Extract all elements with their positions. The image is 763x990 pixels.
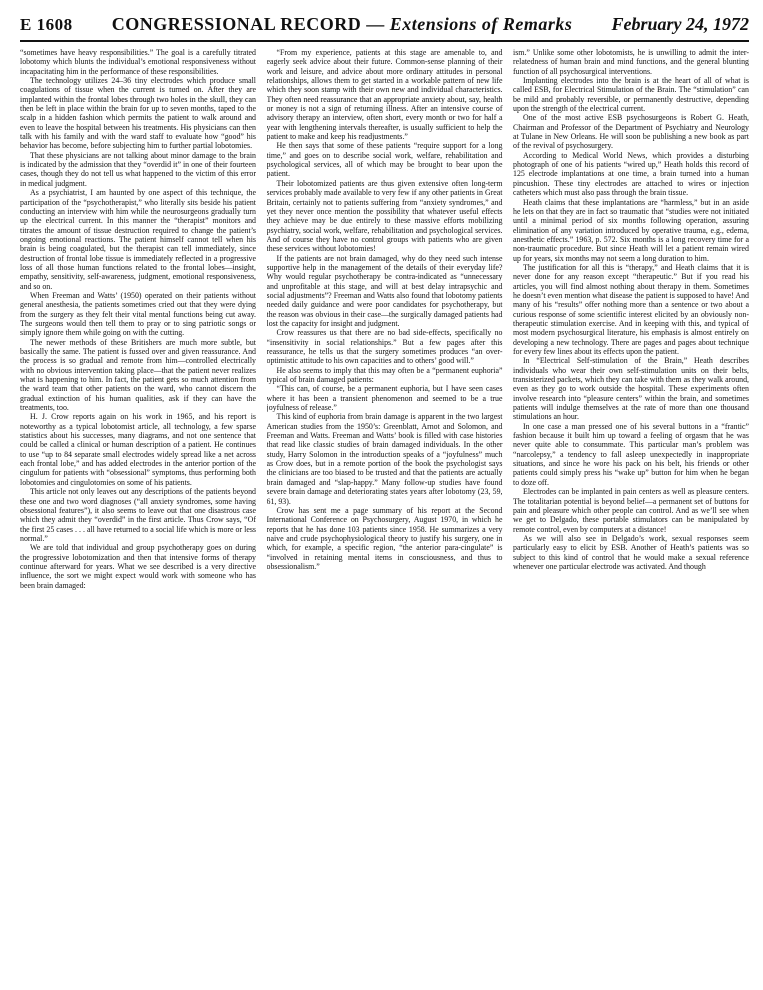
paragraph: He then says that some of these patients “require support for a long time,” and goes on to describe social work, welfare, rehabilitation and psychological services, all of which may be brought to bear upon the patient. bbox=[266, 141, 503, 179]
paragraph: One of the most active ESB psychosurgeons is Robert G. Heath, Chairman and Professor of the Department of Psychiatry and Neurology at Tulane in New Orleans. He will soon be publishing a new book as part of the revival of psychosurgery. bbox=[513, 113, 749, 151]
paragraph: Their lobotomized patients are thus given extensive often long-term services probably made available to very few if any other patients in Great Britain, certainly not to patients suffering from “anxiety syndromes,” and yet they never once mention the possibility that whatever useful effects they achieve may be due entirely to these massive efforts mobilizing psychiatry, social work, welfare, rehabilitation and psychological services. And of course they have no control groups with patients who are given these services without lobotomies! bbox=[266, 178, 503, 254]
paragraph: The technology utilizes 24–36 tiny electrodes which produce small coagulations of tissue when the current is turned on. After they are implanted within the frontal lobes through two holes in the skull, they can then be left in place within the brain for up to seven months, taped to the scalp in a hidden fashion which permits the patient to walk around and even to leave the hospital between his treatments. His physicians can then talk with his family and with the ward staff to evaluate how “good” his behavior has become, before subjecting him to further partial lobotomies. bbox=[20, 76, 256, 151]
paragraph: That these physicians are not talking about minor damage to the brain is indicated by the admission that they “overdid it” in one of their fourteen cases, though they do not tell us what happened to the victim of this error in medical judgment. bbox=[20, 150, 256, 188]
paragraph: In one case a man pressed one of his several buttons in a “frantic” fashion because it built him up toward a feeling of orgasm that he was never quite able to consummate. This particular man’s problem was “narcolepsy,” a tendency to fall asleep unexpectedly in inappropriate situations, and since he wore his pack on his belt, his friends or other patients could simply press his “wake up” button for him when he began to doze off. bbox=[513, 421, 749, 487]
paragraph: H. J. Crow reports again on his work in 1965, and his report is noteworthy as a typical lobotomist article, all technology, a few sparse statistics about his successes, many diagrams, and not one sentence that could be called a clinical or human description of a patient. He continues to use “up to 84 separate small electrodes widely spread like a net across each frontal lobe,” and has added electrodes in the anterior portion of the cingulum for patients with “obsessional” symptoms, thus performing both lobotomies and cingulotomies on some of his patients. bbox=[20, 412, 256, 487]
paragraph: As we will also see in Delgado’s work, sexual responses seem particularly easy to elicit by ESB. Another of Heath’s patients was so subject to this kind of control that he would make a sexual reference whenever one particular electrode was activated. And though bbox=[513, 533, 749, 571]
paragraph: Electrodes can be implanted in pain centers as well as pleasure centers. The totalitarian potential is beyond belief—a permanent set of buttons for pain and pleasure which other people can control. And as we’ll see when we get to Delgado, these portable stimulators can be manipulated by remote control, even by computers at a distance! bbox=[513, 487, 749, 534]
text-columns bbox=[20, 48, 749, 988]
paragraph: When Freeman and Watts’ (1950) operated on their patients without general anesthesia, the patients sometimes cried out that they were dying from the surgery as they felt their vital mental functions being cut away. The surgeons would then tell them to pray or to sing patriotic songs or simply ignore them while going on with the cutting. bbox=[20, 290, 256, 338]
paragraph: “From my experience, patients at this stage are amenable to, and eagerly seek advice about their future. Common-sense planning of their work and leisure, and advice about more ordinary attitudes in personal relationships, allows them to get started in a workable pattern of new life which they soon stamp with their own new and individual characteristics. They often need reassurance that an appropriate anxiety about, say, health or money is not a sign of returning illness. After an intensive course of advisory therapy an interview, often short, every month or two for half a year with lengthening intervals thereafter, is usually sufficient to help the patient to make and keep his readjustments.” bbox=[266, 48, 503, 142]
paragraph: In “Electrical Self-stimulation of the Brain,” Heath describes individuals who wear their own self-stimulation units on their belts, transisterized packets, which they can take with them as they walk around, even as they go to work outside the hospital. These experiments often involve research into “pleasure centers” within the brain, and sometimes patients will indulge themselves at the rate of more than one thousand stimulations an hour. bbox=[513, 356, 749, 422]
paragraph: “sometimes have heavy responsibilities.” The goal is a carefully titrated lobotomy which blunts the individual’s emotional responsiveness without incapacitating him in the performance of these responsibilities. bbox=[20, 48, 256, 76]
page-header bbox=[20, 14, 749, 42]
paragraph: He also seems to imply that this may often be a “permanent euphoria” typical of brain damaged patients: bbox=[266, 365, 503, 385]
paragraph: This kind of euphoria from brain damage is apparent in the two largest American studies from the 1950’s: Greenblatt, Arnot and Solomon, and Freeman and Watts. Freeman and Watts’ book is filled with case histories that read like classic studies of brain damaged individuals. In the other study, Harry Solomon in the introduction speaks of a “joyfulness” much as Crow does, but in a remote portion of the book the psychologist says the clinicians are too biased to be trusted and that the patients are actually brain damaged and “slap-happy.” Many follow-up studies have found severe brain damage and deteriorating states years after lobotomy (23, 59, 61, 93). bbox=[266, 412, 503, 506]
text-column-1 bbox=[20, 48, 256, 988]
paragraph: If the patients are not brain damaged, why do they need such intense supportive help in the management of the details of their everyday life? Why would regular psychotherapy be contra-indicated as “unnecessary and unprofitable at this stage, and will at best delay intrapsychic and social adjustments”? Freeman and Watts also found that lobotomy patients needed daily guidance and were poor candidates for psychotherapy, but the reason was obvious in their case—the surgically damaged patients had lost the capacity for insight and judgment. bbox=[266, 253, 503, 328]
text-column-3 bbox=[513, 48, 749, 988]
paragraph: Implanting electrodes into the brain is at the heart of all of what is called ESB, for Electrical Stimulation of the Brain. The “stimulation” can be mild and probably reversible, or permanently destructive, depending upon the strength of the electrical current. bbox=[513, 76, 749, 114]
paragraph: The newer methods of these Britishers are much more subtle, but basically the same. The patient is fussed over and given reassurance. And the process is so gradual and remote from him—controlled electrically with no obvious intervention taking place—that the patient never realizes what is happening to him. In fact, the patient gets so much attention from the ward team that other patients on the ward, who cannot discern the gradual extinction of his human qualities, ask if they can have the treatments, too. bbox=[20, 337, 256, 413]
paragraph: This article not only leaves out any descriptions of the patients beyond these one and two word diagnoses (“all anxiety syndromes, some having obsessional features”), it also seems to leave out that one disastrous case which they admit they “overdid” in the first article. Thus Crow says, “Of the first 25 cases . . . all have returned to a social life which is more or less normal.” bbox=[20, 487, 256, 543]
paragraph: We are told that individual and group psychotherapy goes on during the progressive lobotomization and then that intensive forms of therapy continue afterward for years. What we see described is a very directive influence, the sort we might expect would work with someone who has been brain damaged: bbox=[20, 543, 256, 590]
paragraph: The justification for all this is “therapy,” and Heath claims that it is never done for any reason except “therapeutic.” But if you read his articles, you will find almost nothing about therapy in them. Sometimes he doesn’t even mention what disease the patient is supposed to have! And many of his “results” offer nothing more than a sentence or two about a curious response of some scientific interest elicited by an obviously non-therapeutic stimulation exercise. And in keeping with this, and typical of most modern psychosurgical literature, his emphasis is almost entirely on developing a new technology. There are pages and pages about technique for every few lines about its effects upon the patient. bbox=[513, 262, 749, 356]
paragraph: As a psychiatrist, I am haunted by one aspect of this technique, the participation of the “psychotherapist,” who literally sits beside his patient conducting an interview with him while the neurosurgeons gradually turn up the electrical current. In this manner the “therapist” monitors and titrates the amount of tissue destruction required to change the patient’s ongoing emotional reactions. The patient himself cannot tell when his brain is being coagulated, but the therapist can tell immediately, since destruction of frontal lobe tissue is immediately reflected in a progressive loss of all those human functions related to the frontal lobes—insight, empathy, sensitivity, self-awareness, judgment, emotional responsiveness, and so on. bbox=[20, 188, 256, 291]
paragraph: Crow has sent me a page summary of his report at the Second International Conference on Psychosurgery, August 1970, in which he reports that he has done 103 patients since 1958. He summarizes a very naive and crude psychophysiological theory to justify his surgery, one in which, for example, a specific region, “the anterior para-cingulate” is “involved in retaining mental items in consciousness, and thus to obsessionalism.” bbox=[266, 505, 503, 571]
paragraph: Heath claims that these implantations are “harmless,” but in an aside he lets on that they are in fact so traumatic that “studies were not initiated until a minimal period of six months following operation, assuring elimination of any variation introduced by operative trauma, e.g., edema, anesthetic effects.” 1963, p. 572. Six months is a long recovery time for a non-traumatic procedure. But since Heath will let a patient remain wired up for years, six months may not seem a long duration to him. bbox=[513, 197, 749, 263]
publication-name: CONGRESSIONAL RECORD — bbox=[111, 14, 385, 34]
text-column-2 bbox=[267, 48, 503, 988]
paragraph: According to Medical World News, which provides a disturbing photograph of one of his patients “wired up,” Heath holds this record of 125 electrode implantations at one time, a brain turned into a human pincushion. These tiny electrodes are attached to wires or injection catheters which must also pass through the brain tissue. bbox=[513, 150, 749, 198]
issue-date: February 24, 1972 bbox=[611, 14, 749, 34]
page-number: E 1608 bbox=[20, 15, 73, 34]
running-title bbox=[112, 14, 573, 35]
paragraph: ism.” Unlike some other lobotomists, he is unwilling to admit the inter-relatedness of human brain and mind functions, and the general blunting function of all psychosurgical interventions. bbox=[513, 48, 749, 76]
paragraph: “This can, of course, be a permanent euphoria, but I have seen cases where it has been a transient phenomenon and seemed to be a true joyfulness of release.” bbox=[266, 384, 503, 413]
section-name: Extensions of Remarks bbox=[389, 14, 573, 34]
paragraph: Crow reassures us that there are no bad side-effects, specifically no “insensitivity in social relationships.” But a few pages after this reassurance, he tells us that the surgery sometimes produces “an over-optimistic attitude to his own capacities and to others’ good will.” bbox=[266, 328, 503, 366]
